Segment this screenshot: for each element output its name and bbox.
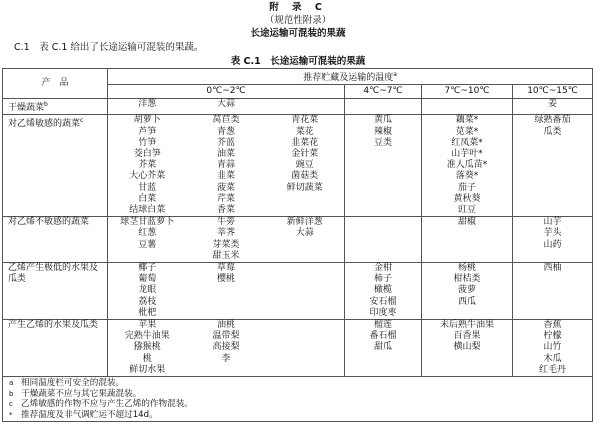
produce-item: 甜椒 bbox=[457, 217, 476, 228]
footnotes-cell bbox=[3, 377, 593, 422]
produce-item: 完熟牛油果 bbox=[124, 331, 170, 342]
produce-item: 白菜 bbox=[138, 193, 157, 204]
produce-item: 红葱 bbox=[138, 228, 157, 239]
product-header bbox=[3, 69, 108, 99]
produce-item: 油桃 bbox=[216, 320, 235, 331]
intro-paragraph: C.1 表 C.1 给出了长途运输可混装的果蔬。 bbox=[14, 42, 204, 53]
produce-item: 菠萝 bbox=[457, 285, 476, 296]
table-caption: 表 C.1 长途运输可混装的果蔬 bbox=[230, 56, 366, 67]
produce-item: 山竹 bbox=[543, 342, 562, 353]
produce-cell bbox=[108, 217, 187, 263]
produce-cell bbox=[422, 99, 513, 115]
produce-item: 准人瓜苗* bbox=[446, 160, 488, 171]
produce-item: 莘荠 bbox=[216, 228, 235, 239]
produce-item: 甘蓝 bbox=[138, 182, 157, 193]
table-row bbox=[3, 320, 593, 377]
temp-header-mark: a bbox=[393, 71, 397, 78]
produce-item: 芥菜 bbox=[138, 160, 157, 171]
product-category-cell bbox=[3, 320, 108, 377]
produce-cell bbox=[513, 99, 593, 115]
produce-item: 香菜 bbox=[216, 205, 235, 216]
product-footnote-mark: b bbox=[44, 101, 48, 109]
produce-item: 桃 bbox=[142, 353, 152, 364]
temp-range-7-10: 7℃~10℃ bbox=[422, 85, 513, 99]
temp-range-0-2: 0℃~2℃ bbox=[108, 85, 345, 99]
produce-item: 榴莲 bbox=[373, 320, 392, 331]
produce-cell bbox=[266, 217, 345, 263]
produce-item: 豆类 bbox=[373, 137, 392, 148]
produce-cell bbox=[513, 263, 593, 320]
produce-item: 绿熟番茄 bbox=[534, 115, 571, 126]
footnotes-row bbox=[3, 377, 593, 422]
produce-item: 高接梨 bbox=[212, 342, 240, 353]
produce-item: 甜玉米 bbox=[212, 250, 240, 261]
temp-header bbox=[108, 69, 593, 85]
appendix-subtitle: （规范性附录） bbox=[264, 15, 332, 26]
produce-item: 苋菜* bbox=[455, 126, 479, 137]
produce-cell bbox=[345, 99, 422, 115]
produce-item: 结球白菜 bbox=[129, 205, 166, 216]
product-category-label: 对乙烯敏感的蔬菜 bbox=[8, 119, 81, 130]
produce-item: 鲜切蔬菜 bbox=[286, 182, 323, 193]
produce-cell bbox=[187, 99, 266, 115]
produce-item: 红毛丹 bbox=[539, 364, 567, 375]
produce-item: 木瓜 bbox=[543, 353, 562, 364]
produce-item: 球茎甘蓝萝卜 bbox=[120, 217, 175, 228]
produce-item: 安石榴 bbox=[369, 296, 397, 307]
produce-item: 金柑 bbox=[373, 263, 392, 274]
table-body bbox=[3, 99, 593, 422]
table-row bbox=[3, 115, 593, 217]
produce-item: 青花菜 bbox=[291, 115, 319, 126]
produce-item: 百香果 bbox=[453, 331, 481, 342]
product-category-cell bbox=[3, 115, 108, 217]
produce-item: 青葱 bbox=[216, 126, 235, 137]
product-category-cell bbox=[3, 217, 108, 263]
footnote-text: 推荐温度及非气调贮运不超过14d。 bbox=[21, 409, 158, 420]
mixed-transport-table bbox=[2, 68, 593, 422]
produce-item: 柠檬 bbox=[543, 331, 562, 342]
produce-item: 西瓜 bbox=[457, 296, 476, 307]
produce-item: 牛蒡 bbox=[216, 217, 235, 228]
produce-cell bbox=[187, 320, 266, 377]
produce-item: 菜花 bbox=[295, 126, 314, 137]
table-row bbox=[3, 99, 593, 115]
temp-range-4-7: 4℃~7℃ bbox=[345, 85, 422, 99]
produce-cell bbox=[108, 115, 187, 217]
produce-item: 西柚 bbox=[543, 263, 562, 274]
produce-item: 菌菇类 bbox=[291, 171, 319, 182]
produce-item: 芥蓝 bbox=[216, 137, 235, 148]
produce-item: 荔枝 bbox=[138, 296, 157, 307]
produce-item: 枇杷 bbox=[138, 307, 157, 318]
produce-item: 茄子 bbox=[457, 182, 476, 193]
produce-cell bbox=[345, 263, 422, 320]
footnote-text: 乙烯敏感的作物不应与产生乙烯的作物混装。 bbox=[21, 399, 193, 410]
produce-item: 茭白笋 bbox=[133, 149, 161, 160]
produce-item: 香蕉 bbox=[543, 320, 562, 331]
produce-item: 番石榴 bbox=[369, 331, 397, 342]
produce-item: 未后熟牛油果 bbox=[439, 320, 494, 331]
produce-item: 李 bbox=[221, 353, 231, 364]
produce-item: 油菜 bbox=[216, 149, 235, 160]
produce-cell bbox=[345, 320, 422, 377]
footnote bbox=[9, 389, 586, 400]
footnote bbox=[9, 399, 586, 410]
produce-item: 山芋叶* bbox=[451, 149, 483, 160]
produce-item: 龙眼 bbox=[138, 285, 157, 296]
product-category-label: 对乙烯不敏感的蔬菜 bbox=[8, 217, 90, 228]
produce-item: 樱桃 bbox=[216, 274, 235, 285]
produce-item: 豌豆 bbox=[295, 160, 314, 171]
produce-item: 姜 bbox=[548, 99, 558, 110]
produce-item: 椰子 bbox=[138, 263, 157, 274]
produce-item: 猕猴桃 bbox=[133, 342, 161, 353]
produce-item: 辣椒 bbox=[373, 126, 392, 137]
produce-item: 温带梨 bbox=[212, 331, 240, 342]
footnote-text: 干燥蔬菜不应与其它果蔬混装。 bbox=[21, 388, 142, 399]
produce-item: 芦笋 bbox=[138, 126, 157, 137]
produce-item: 甜瓜 bbox=[373, 342, 392, 353]
footnote bbox=[9, 378, 586, 389]
produce-item: 胡萝卜 bbox=[133, 115, 161, 126]
produce-cell bbox=[266, 263, 345, 320]
produce-item: 山药 bbox=[543, 239, 562, 250]
produce-item: 菠菜 bbox=[216, 182, 235, 193]
appendix-heading: 长途运输可混装的果蔬 bbox=[250, 28, 346, 39]
produce-item: 新鲜洋葱 bbox=[286, 217, 323, 228]
produce-cell bbox=[108, 320, 187, 377]
produce-cell bbox=[187, 115, 266, 217]
produce-cell bbox=[513, 115, 593, 217]
produce-item: 草莓 bbox=[216, 263, 235, 274]
produce-item: 印度枣 bbox=[369, 307, 397, 318]
produce-item: 豆薯 bbox=[138, 239, 157, 250]
footnote-text: 相同温度栏可安全的混装。 bbox=[21, 378, 125, 389]
produce-item: 落葵* bbox=[455, 171, 479, 182]
produce-cell bbox=[187, 263, 266, 320]
produce-item: 莴苣类 bbox=[212, 115, 240, 126]
product-category-label: 乙烯产生极低的水果及瓜类 bbox=[8, 263, 99, 285]
produce-item: 大蒜 bbox=[295, 228, 314, 239]
produce-item: 黄瓜 bbox=[373, 115, 392, 126]
produce-cell bbox=[513, 217, 593, 263]
produce-item: 韭菜花 bbox=[291, 137, 319, 148]
produce-item: 苹果 bbox=[138, 320, 157, 331]
produce-item: 横山梨 bbox=[453, 342, 481, 353]
produce-item: 藕菜* bbox=[455, 115, 479, 126]
produce-cell bbox=[345, 217, 422, 263]
product-footnote-mark: c bbox=[80, 117, 84, 125]
footnote bbox=[9, 410, 586, 421]
produce-cell bbox=[422, 217, 513, 263]
footnote-mark: a bbox=[9, 379, 14, 388]
product-category-cell bbox=[3, 99, 108, 115]
produce-item: 青蒜 bbox=[216, 160, 235, 171]
produce-item: 洋葱 bbox=[138, 99, 157, 110]
footnote-mark: b bbox=[9, 389, 14, 398]
produce-item: 豇豆 bbox=[457, 205, 476, 216]
produce-item: 鲜切水果 bbox=[129, 364, 166, 375]
temp-range-10-15: 10℃~15℃ bbox=[513, 85, 593, 99]
produce-item: 柑桔类 bbox=[453, 274, 481, 285]
produce-cell bbox=[108, 263, 187, 320]
produce-cell bbox=[513, 320, 593, 377]
produce-item: 山芋 bbox=[543, 217, 562, 228]
produce-item: 金针菜 bbox=[291, 149, 319, 160]
produce-item: 葡萄 bbox=[138, 274, 157, 285]
footnote-mark: c bbox=[9, 400, 13, 409]
produce-cell bbox=[266, 115, 345, 217]
produce-item: 芹菜 bbox=[216, 193, 235, 204]
product-header-label: 产 品 bbox=[41, 78, 69, 88]
produce-item: 橄榄 bbox=[373, 285, 392, 296]
produce-item: 杨桃 bbox=[457, 263, 476, 274]
produce-item: 芋头 bbox=[543, 228, 562, 239]
appendix-title: 附 录 C bbox=[269, 2, 327, 13]
produce-item: 黄秋葵 bbox=[453, 193, 481, 204]
produce-item: 柿子 bbox=[373, 274, 392, 285]
produce-item: 红凤菜* bbox=[451, 137, 483, 148]
produce-cell bbox=[266, 99, 345, 115]
table-row bbox=[3, 263, 593, 320]
temp-header-label: 推荐贮藏及运输的温度 bbox=[303, 73, 394, 83]
produce-item: 瓜类 bbox=[543, 126, 562, 137]
produce-item: 韭菜 bbox=[216, 171, 235, 182]
produce-cell bbox=[422, 115, 513, 217]
produce-item: 大心芥菜 bbox=[129, 171, 166, 182]
produce-item: 竹笋 bbox=[138, 137, 157, 148]
produce-cell bbox=[422, 320, 513, 377]
produce-cell bbox=[266, 320, 345, 377]
produce-cell bbox=[422, 263, 513, 320]
produce-cell bbox=[345, 115, 422, 217]
produce-item: 芽菜类 bbox=[212, 239, 240, 250]
table-row bbox=[3, 217, 593, 263]
produce-cell bbox=[108, 99, 187, 115]
footnote-mark: * bbox=[9, 410, 13, 419]
produce-cell bbox=[187, 217, 266, 263]
product-category-cell bbox=[3, 263, 108, 320]
product-category-label: 干燥蔬菜 bbox=[8, 103, 45, 114]
produce-item: 大蒜 bbox=[216, 99, 235, 110]
product-category-label: 产生乙烯的水果及瓜类 bbox=[8, 320, 99, 331]
